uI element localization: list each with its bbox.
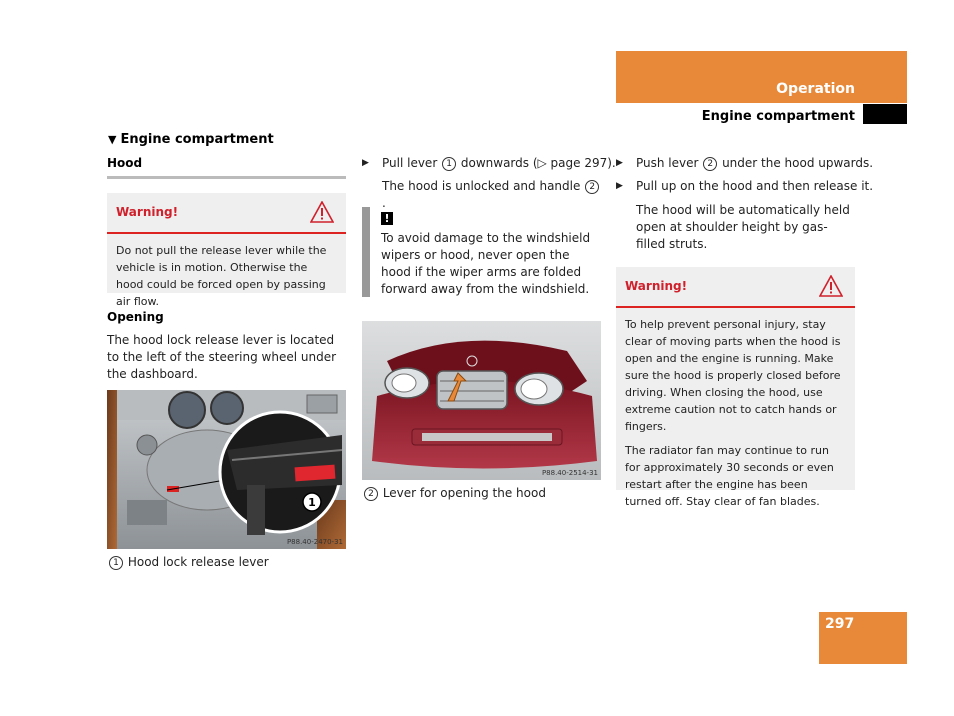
- warning-paragraph: The radiator fan may continue to run for approximately 30 seconds or even restart after the engine has been turned off. Stay clear of fan blades.: [625, 444, 834, 508]
- step-text: Pull lever: [382, 156, 442, 170]
- caption-text: Lever for opening the hood: [382, 486, 546, 500]
- step-text: Pull up on the hood and then release it.: [636, 179, 874, 193]
- callout-number: 1: [308, 496, 316, 509]
- warning-text: [616, 308, 855, 518]
- step-text: downwards (: [457, 156, 538, 170]
- step-result-2: The hood will be automatically held open at shoulder height by gas-filled struts.: [636, 203, 850, 251]
- image-caption-2: [363, 485, 546, 502]
- warning-box-2-header: [616, 267, 855, 308]
- step-text: Push lever: [636, 156, 703, 170]
- step-text: under the hood upwards.: [718, 156, 874, 170]
- notice-box: [362, 207, 600, 297]
- callout-marker: 1: [442, 157, 456, 171]
- warning-label: Warning!: [625, 279, 688, 293]
- warning-box-1: [107, 193, 346, 308]
- image-caption-1: [108, 554, 269, 571]
- warning-box-2: [616, 267, 855, 508]
- warning-triangle-icon: [819, 275, 843, 297]
- car-hood-image: [362, 321, 601, 480]
- subsection-marker: [863, 104, 907, 124]
- warning-text: Do not pull the release lever while the vehicle is in motion. Otherwise the hood could be forced open by passing air flow.: [116, 244, 327, 308]
- result-text: The hood is unlocked and handle: [382, 179, 585, 193]
- warning-box-1-header: [107, 193, 346, 234]
- page-reference-link[interactable]: ▷ page 297: [537, 156, 608, 170]
- image-code: P88.40-2470-31: [286, 538, 343, 546]
- hood-heading: Hood: [107, 156, 346, 179]
- triangle-bullet-icon: ▶: [362, 158, 369, 168]
- notice-text: To avoid damage to the windshield wipers or hood, never open the hood if the wiper arms are folded forward away from the windshield.: [381, 231, 591, 296]
- car-front-illustration: [362, 321, 601, 480]
- warning-label: Warning!: [116, 205, 179, 219]
- page-heading-text: Engine compartment: [120, 132, 274, 147]
- dashboard-illustration: [107, 390, 346, 549]
- triangle-down-icon: ▼: [108, 133, 117, 146]
- step-pull-up-hood: [616, 178, 881, 195]
- triangle-bullet-icon: ▶: [616, 181, 623, 191]
- callout-marker: 1: [109, 556, 123, 570]
- callout-marker: 2: [703, 157, 717, 171]
- opening-heading: Opening: [107, 310, 164, 324]
- opening-text: The hood lock release lever is located to the left of the steering wheel under the dashboard.: [107, 333, 337, 381]
- hood-release-lever-image: [107, 390, 346, 549]
- triangle-bullet-icon: ▶: [616, 158, 623, 168]
- warning-triangle-icon: [310, 201, 334, 223]
- page-number-box: [819, 612, 907, 664]
- subsection-title: Engine compartment: [701, 109, 855, 124]
- result-text: .: [382, 196, 386, 210]
- exclamation-icon: !: [381, 212, 393, 225]
- step-text: ).: [607, 156, 616, 170]
- callout-marker: 2: [364, 487, 378, 501]
- page-number: 297: [825, 616, 855, 632]
- image-code: P88.40-2514-31: [541, 469, 598, 477]
- page-heading: [108, 132, 274, 147]
- section-tab: [616, 51, 907, 103]
- caption-text: Hood lock release lever: [127, 555, 269, 569]
- step-pull-lever: [362, 155, 622, 172]
- section-title: Operation: [776, 81, 855, 97]
- step-push-lever: [616, 155, 881, 172]
- callout-marker: 2: [585, 180, 599, 194]
- warning-paragraph: To help prevent personal injury, stay clear of moving parts when the hood is open and the engine is running. Make sure the hood is properly closed before driving. When closing the hood, use extreme caution not to catch hands or fingers.: [625, 318, 841, 433]
